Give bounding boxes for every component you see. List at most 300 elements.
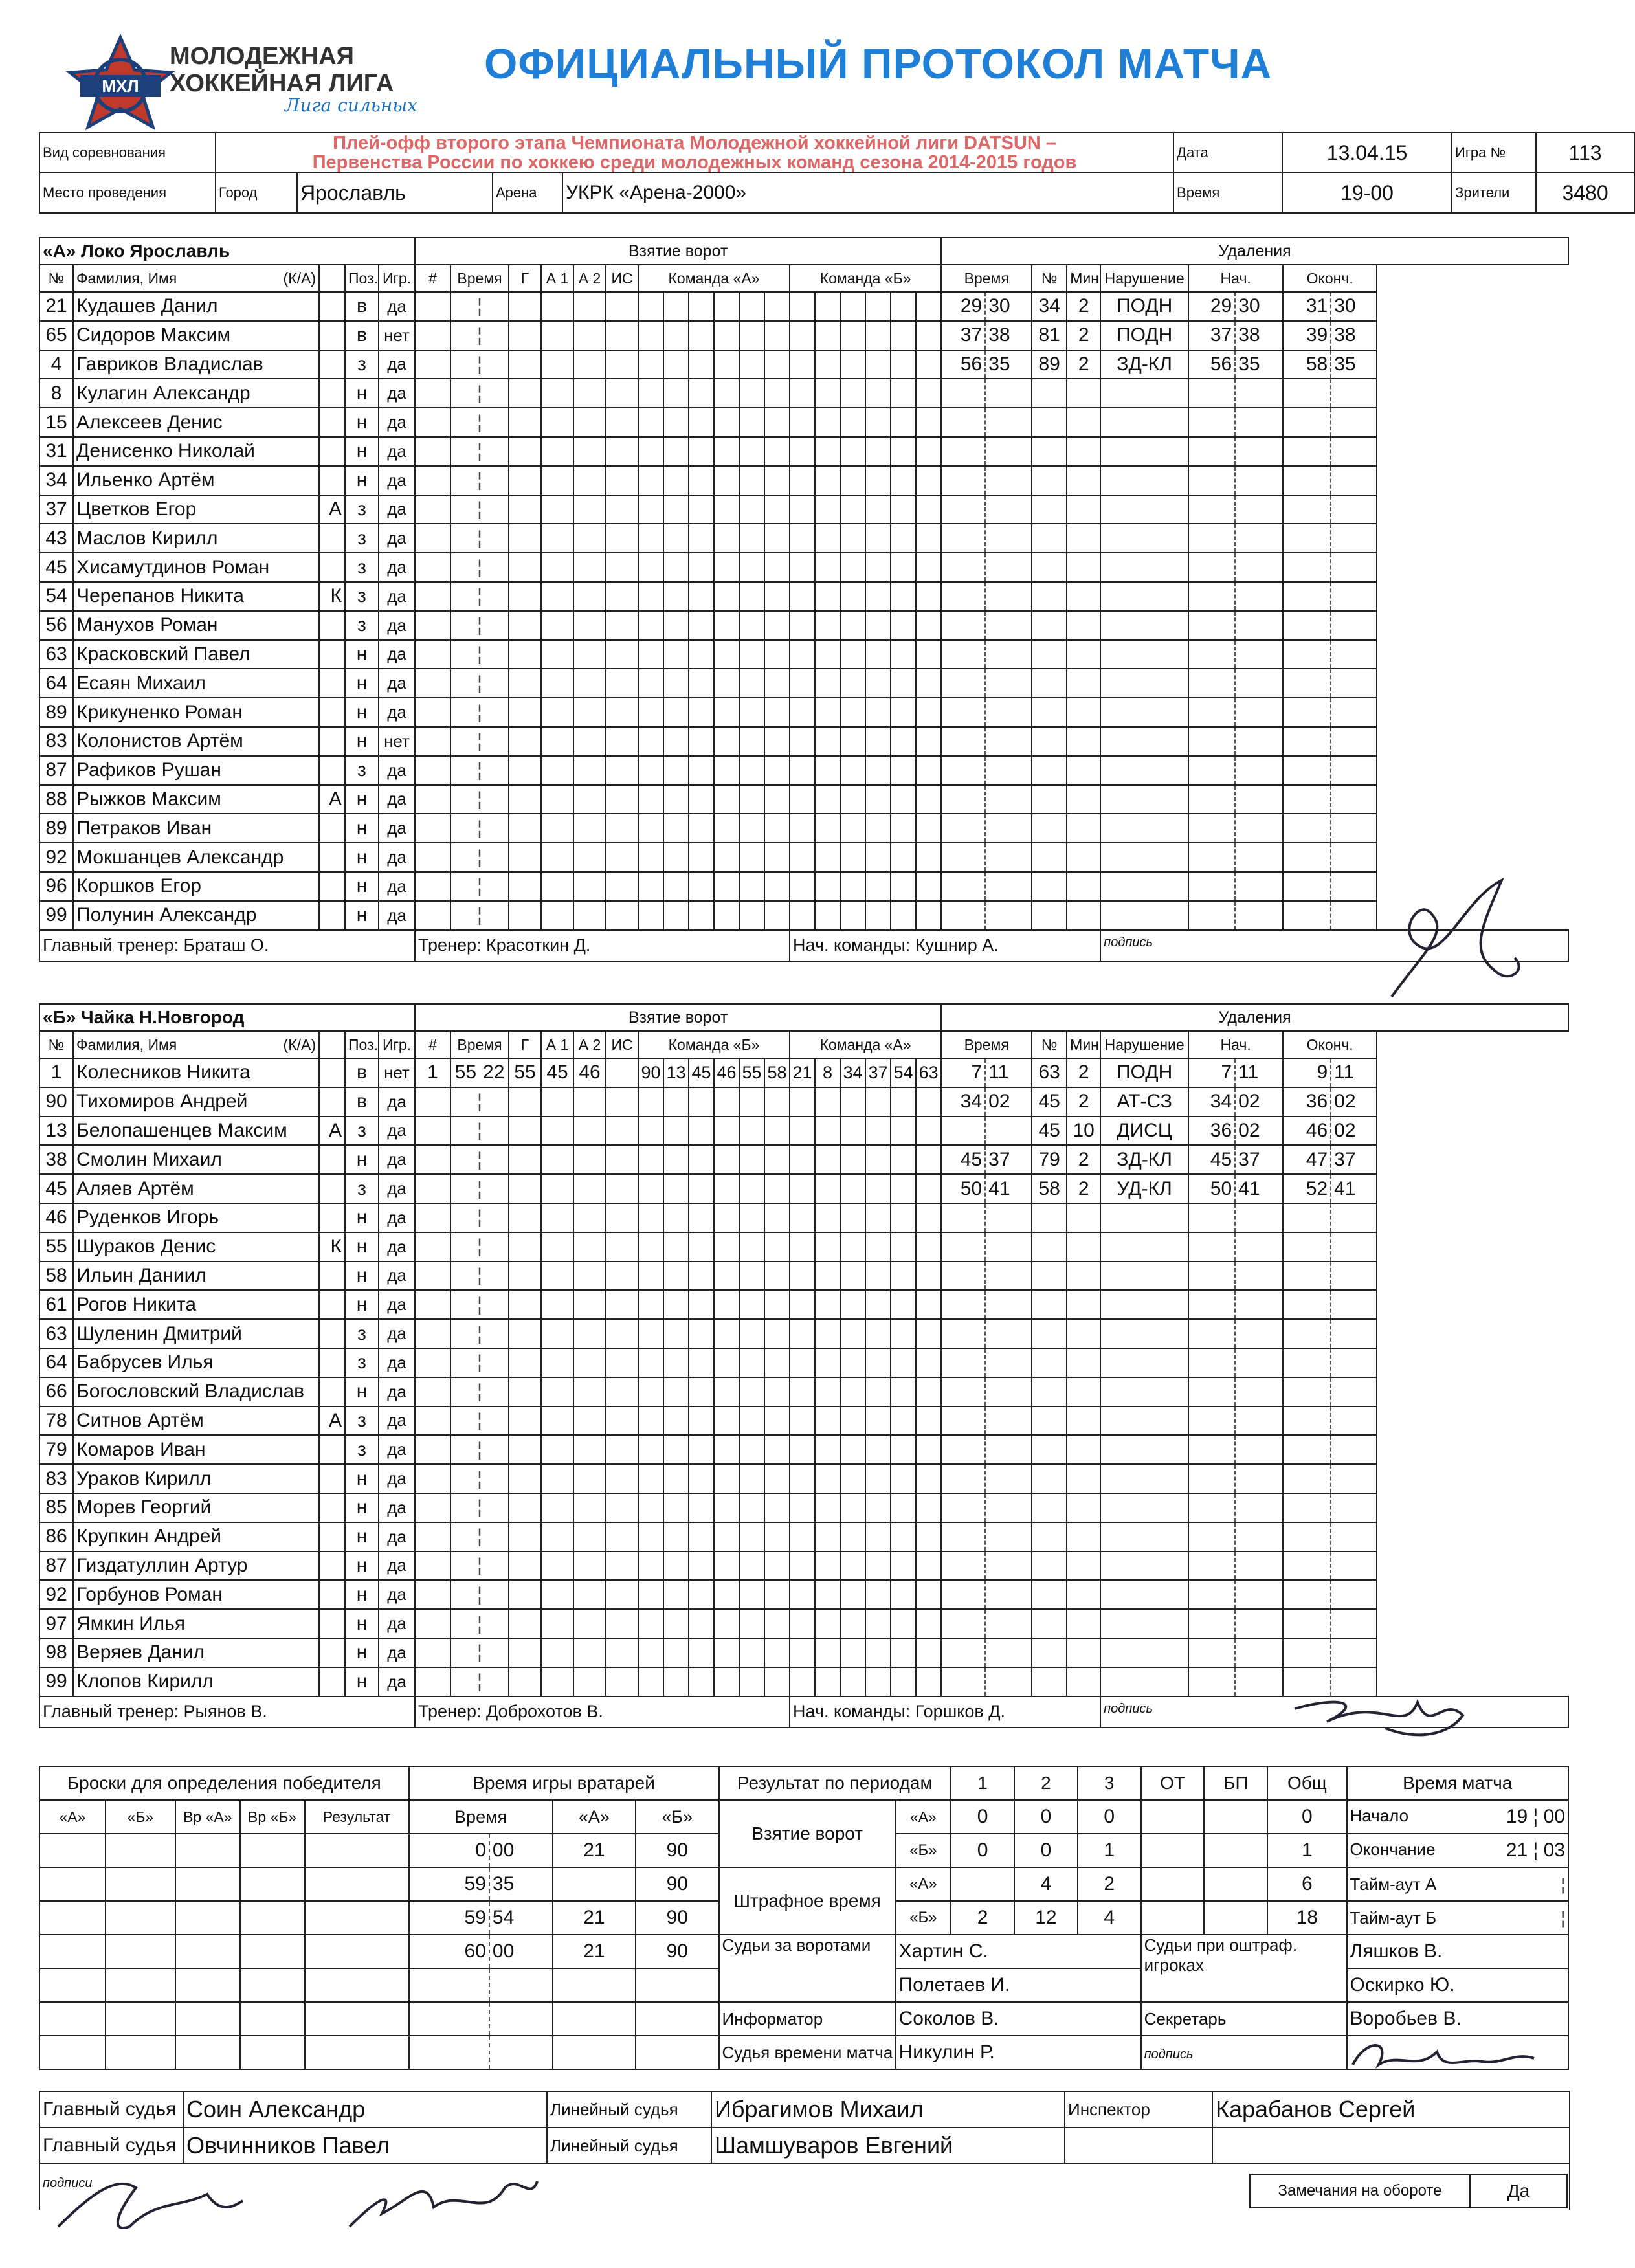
goal-g [509,843,541,872]
penalty-start-min [1188,1493,1235,1522]
penalty-end-min: 39 [1283,321,1331,350]
penalty-infraction [1100,1522,1188,1551]
on-ice-team-2-player [790,843,815,872]
shootout-cell [240,2002,305,2036]
shootout-cell [305,1935,409,1968]
on-ice-team-2-player [891,1667,916,1696]
penalty-time-sec [985,466,1032,495]
on-ice-team-1-player [739,1087,764,1117]
player-row [39,1638,1568,1667]
penalty-player-no [1032,1232,1067,1262]
on-ice-team-2-player [790,756,815,785]
penalty-end-sec [1331,785,1377,814]
player-number: 46 [39,1203,73,1232]
on-ice-team-2-player [865,1174,891,1203]
player-row [39,1145,1568,1174]
penalty-infraction [1100,785,1188,814]
penalty-time-min [941,669,985,698]
on-ice-team-2-player [916,437,941,466]
player-position: н [345,437,379,466]
penalty-time-min [941,1406,985,1436]
penalty-start-sec [1235,495,1283,524]
player-role [319,1435,345,1464]
penalty-player-no [1032,379,1067,408]
penalty-end-min [1283,843,1331,872]
on-ice-team-2-player: 8 [815,1058,840,1087]
on-ice-team-1-player [689,1493,714,1522]
goal-is [606,350,638,379]
on-ice-team-1-player [739,408,764,437]
player-row [39,1290,1568,1319]
on-ice-team-2-player [916,379,941,408]
competition-line2: Первенства России по хоккею среди молодежных команд сезона 2014-2015 годов [312,152,1077,173]
penalty-end-sec [1331,1493,1377,1522]
penalty-time-sec [985,843,1032,872]
penalty-infraction [1100,1203,1188,1232]
penalty-start-min [1188,582,1235,611]
penalty-time-sec [985,1203,1032,1232]
penalty-infraction: ЗД-КЛ [1100,350,1188,379]
empty-cell [1212,2128,1570,2164]
player-name: Кулагин Александр [73,379,319,408]
player-name: Черепанов Никита [73,582,319,611]
player-played: да [379,1580,415,1609]
penalty-time-sec [985,1609,1032,1638]
penalty-infraction [1100,1262,1188,1291]
goal-a1 [541,698,573,727]
on-ice-team-2-player [865,495,891,524]
penalty-time-sec [985,698,1032,727]
goal-a1 [541,756,573,785]
goal-number [415,321,450,350]
goal-g [509,1580,541,1609]
on-ice-team-1-player [739,1319,764,1348]
on-ice-team-1-player [638,1145,663,1174]
on-ice-team-1-player [638,611,663,640]
player-row [39,495,1568,524]
penalty-end-sec [1331,1464,1377,1493]
penalty-end-sec [1331,640,1377,669]
player-name: Коршков Егор [73,872,319,901]
secretary-signature [1346,2032,1540,2084]
on-ice-team-2-player [891,321,916,350]
goal-time: ¦ [450,1667,509,1696]
player-name: Ситнов Артём [73,1406,319,1436]
penalty-time-min [941,1609,985,1638]
goal-col: Г [509,265,541,292]
goal-a1 [541,872,573,901]
goal-time: ¦ [450,1174,509,1203]
on-ice-team-2-player [916,1406,941,1436]
on-ice-team-2-player [840,901,865,930]
penalty-start-min [1188,640,1235,669]
player-number: 79 [39,1435,73,1464]
penalty-player-no [1032,1377,1067,1406]
on-ice-team-2-player [840,640,865,669]
player-number: 63 [39,1319,73,1348]
penalty-start-min [1188,1667,1235,1696]
goal-col: А 2 [573,1031,606,1058]
penalty-start-sec [1235,1522,1283,1551]
penalty-start-min [1188,1638,1235,1667]
on-ice-team-1-player [689,408,714,437]
on-ice-team-2-player [891,1609,916,1638]
goal-a1 [541,1580,573,1609]
player-row [39,1377,1568,1406]
goal-col: Г [509,1031,541,1058]
on-ice-team-2-player [916,1232,941,1262]
penalty-minutes [1067,669,1100,698]
on-ice-team-1-player [764,1493,790,1522]
on-ice-team-1-player [663,1580,689,1609]
player-row [39,408,1568,437]
on-ice-team-1-player [638,1348,663,1377]
penalty-time-sec [985,1522,1032,1551]
penalty-player-no: 79 [1032,1145,1067,1174]
goal-is [606,437,638,466]
on-ice-team-1-player: 13 [663,1058,689,1087]
period-col: ОТ [1141,1766,1205,1800]
end-minute: 03 [1543,1840,1565,1861]
goalie-a: 21 [553,1901,636,1935]
goal-time: ¦ [450,321,509,350]
penalty-infraction [1100,1580,1188,1609]
on-ice-team-2-player [865,1087,891,1117]
on-ice-team-2-player [840,292,865,321]
league-logo [62,32,179,129]
on-ice-team-2-player [790,1203,815,1232]
penalty-player-no: 34 [1032,292,1067,321]
penalty-minutes [1067,698,1100,727]
player-row [39,640,1568,669]
player-position: н [345,1464,379,1493]
penalty-start-sec [1235,901,1283,930]
goal-time: ¦ [450,379,509,408]
on-ice-team-1-player [638,1262,663,1291]
penalty-time-min: 37 [941,321,985,350]
player-row [39,1464,1568,1493]
penalty-time-min [941,1667,985,1696]
penalty-player-no [1032,1319,1067,1348]
goal-number [415,1117,450,1146]
penalty-end-min [1283,756,1331,785]
competition-name [216,133,1173,173]
player-position: н [345,1262,379,1291]
on-ice-team-2-player [865,1609,891,1638]
on-ice-team-1-player [638,872,663,901]
on-ice-team-2-player [865,872,891,901]
on-ice-team-2-player [790,524,815,553]
on-ice-team-2-player [865,379,891,408]
player-name: Шураков Денис [73,1232,319,1262]
penalty-start-sec [1235,756,1283,785]
player-row [39,901,1568,930]
on-ice-team-1-player [663,1145,689,1174]
goal-col: # [415,1031,450,1058]
penalty-end-sec [1331,379,1377,408]
penalty-end-sec: 02 [1331,1117,1377,1146]
city-value: Ярославль [297,173,493,213]
goal-a1: 45 [541,1058,573,1087]
on-ice-team-1-player [714,1377,739,1406]
on-ice-team-2-player [891,814,916,843]
goal-time: ¦ [450,1232,509,1262]
on-ice-team-1-player [764,640,790,669]
on-ice-team-1-player [663,1348,689,1377]
penalty-time-min [941,524,985,553]
player-position: н [345,466,379,495]
goal-a2 [573,292,606,321]
on-ice-team-2-player [790,1087,815,1117]
goal-is [606,843,638,872]
on-ice-team-2-player [840,1551,865,1581]
on-ice-team-2-player [865,669,891,698]
on-ice-team-2-player [916,611,941,640]
on-ice-team-1-player [663,1203,689,1232]
penalty-end-min: 52 [1283,1174,1331,1203]
player-name: Бабрусев Илья [73,1348,319,1377]
player-role [319,1203,345,1232]
penalty-end-sec [1331,756,1377,785]
penalty-end-min [1283,524,1331,553]
shootout-col: Вр «А» [175,1800,240,1834]
on-ice-team-1-player [739,1493,764,1522]
shootout-col: «Б» [106,1800,175,1834]
penalty-start-min [1188,553,1235,582]
goal-g [509,582,541,611]
player-number: 56 [39,611,73,640]
penalty-player-no: 89 [1032,350,1067,379]
on-ice-team-1-player [638,1406,663,1436]
goalie-time-sec: 00 [489,1834,553,1867]
penalty-time-min [941,1580,985,1609]
penalty-infraction [1100,1319,1188,1348]
on-ice-team-1-player [638,640,663,669]
on-ice-team-2-player [815,785,840,814]
remarks-box [1249,2174,1568,2208]
on-ice-team-2-player [865,292,891,321]
player-position: н [345,1203,379,1232]
penalty-start-min [1188,901,1235,930]
on-ice-team-1-player [663,1551,689,1581]
on-ice-team-2-player [840,698,865,727]
on-ice-team-2-player [865,524,891,553]
player-position: в [345,1058,379,1087]
player-number: 88 [39,785,73,814]
penalty-end-min [1283,1232,1331,1262]
on-ice-team-2-player [790,1580,815,1609]
shootout-cell [305,1901,409,1935]
penalty-end-min [1283,901,1331,930]
goal-time [450,1058,509,1087]
goal-number [415,1348,450,1377]
on-ice-team-1-player [739,1551,764,1581]
on-ice-team-1-player [689,669,714,698]
on-ice-team-1-player [714,1262,739,1291]
on-ice-team-1-player [663,814,689,843]
on-ice-team-1-player [764,582,790,611]
on-ice-team-2-player [916,1522,941,1551]
player-position: з [345,524,379,553]
goal-number [415,1087,450,1117]
secretary-label: Секретарь [1141,2002,1347,2036]
penalty-player-no [1032,611,1067,640]
on-ice-team-2-player [815,1319,840,1348]
player-number: 89 [39,698,73,727]
player-position: з [345,553,379,582]
penalty-player-no: 45 [1032,1117,1067,1146]
on-ice-team-1-player [638,843,663,872]
penalty-start-sec [1235,524,1283,553]
on-ice-team-2-player [840,669,865,698]
penalty-time-min [941,408,985,437]
pen-col-infraction: Нарушение [1100,265,1188,292]
player-row [39,437,1568,466]
penalty-end-sec [1331,466,1377,495]
on-ice-team-2-player [865,1435,891,1464]
penalty-time-sec [985,1667,1032,1696]
goal-is [606,1203,638,1232]
penalty-minutes: 2 [1067,1145,1100,1174]
on-ice-team-1-player [739,1667,764,1696]
on-ice-team-1-player [764,1435,790,1464]
penalty-minutes [1067,901,1100,930]
on-ice-team-2-player [790,1522,815,1551]
on-ice-team-1-player: 46 [714,1058,739,1087]
on-ice-team-1-player [663,1290,689,1319]
goal-is [606,698,638,727]
goal-a2 [573,1319,606,1348]
penalty-start-sec [1235,669,1283,698]
penalty-infraction: АТ-СЗ [1100,1087,1188,1117]
on-ice-team-2-player [916,843,941,872]
penalty-judges-label: Судьи при оштраф. игроках [1141,1935,1347,2002]
on-ice-team-1-player [663,1609,689,1638]
on-ice-team-1-player [764,1551,790,1581]
on-ice-team-2-player [865,1522,891,1551]
goal-a2 [573,669,606,698]
player-row [39,524,1568,553]
goal-a2 [573,1638,606,1667]
player-played: да [379,350,415,379]
shootout-cell [305,1834,409,1867]
goalie-time-sec: 00 [489,1935,553,1968]
penalty-start-sec [1235,1493,1283,1522]
col-spacer [319,1031,345,1058]
player-name: Горбунов Роман [73,1580,319,1609]
on-ice-team-1-player [638,1435,663,1464]
player-number: 43 [39,524,73,553]
goalie-a [553,2036,636,2069]
player-row [39,1406,1568,1436]
on-ice-team-2-player [891,1435,916,1464]
on-ice-team-2-player [815,727,840,756]
on-ice-team-1-player [739,379,764,408]
player-position: н [345,379,379,408]
on-ice-team-1-player [764,437,790,466]
penalty-start-sec [1235,785,1283,814]
penalty-minutes [1067,553,1100,582]
remarks-label: Замечания на обороте [1250,2174,1470,2208]
on-ice-team-1-player [739,466,764,495]
player-role [319,350,345,379]
secretary-sign-label-cell [1141,2036,1347,2069]
penalty-minutes [1067,1406,1100,1436]
goal-a1 [541,1232,573,1262]
penalty-player-no [1032,1262,1067,1291]
secretary: Воробьев В. [1347,2002,1568,2036]
on-ice-team-1-player [714,408,739,437]
on-ice-team-2-player [891,1551,916,1581]
player-name: Колонистов Артём [73,727,319,756]
timekeeper-label: Судья времени матча [719,2036,896,2069]
player-number: 38 [39,1145,73,1174]
penalty-time-sec [985,785,1032,814]
on-ice-team-2-player [790,1145,815,1174]
penalty-start-sec [1235,640,1283,669]
goal-is [606,321,638,350]
on-ice-team-2-player [916,553,941,582]
penalty-player-no: 58 [1032,1174,1067,1203]
player-played: да [379,640,415,669]
shootout-cell [175,2002,240,2036]
penalty-end-sec [1331,524,1377,553]
on-ice-team-1-player [714,350,739,379]
goal-time: ¦ [450,582,509,611]
penalty-minutes [1067,408,1100,437]
goal-is [606,524,638,553]
on-ice-team-1-player [739,901,764,930]
time-value: 19-00 [1282,173,1452,213]
on-ice-team-1-player [739,785,764,814]
penalty-infraction [1100,1435,1188,1464]
penalty-end-min [1283,1290,1331,1319]
goal-is [606,872,638,901]
penalty-start-min [1188,495,1235,524]
goal-is [606,756,638,785]
on-ice-team-1-player [714,1406,739,1436]
on-ice-team-2-player [891,437,916,466]
penalty-end-sec [1331,843,1377,872]
goal-number [415,698,450,727]
on-ice-team-1-player [689,437,714,466]
penalty-time-min [941,379,985,408]
penalty-player-no [1032,524,1067,553]
goal-a2 [573,1464,606,1493]
penalty-player-no [1032,785,1067,814]
on-ice-team-2-player [891,1638,916,1667]
on-ice-team-2-player [815,553,840,582]
penalty-player-no [1032,495,1067,524]
on-ice-team-2-player [815,1117,840,1146]
goalie-time-sec: 54 [489,1901,553,1935]
on-ice-team-1-player [638,727,663,756]
on-ice-team-2-player [891,1464,916,1493]
player-name: Ильин Даниил [73,1262,319,1291]
shootout-cell [240,1901,305,1935]
shootout-col: Вр «Б» [240,1800,305,1834]
on-ice-team-1-player [663,1667,689,1696]
penalty-start-min: 34 [1188,1087,1235,1117]
goal-a1 [541,727,573,756]
goal-a1 [541,901,573,930]
player-position: з [345,1117,379,1146]
penalty-end-min [1283,814,1331,843]
penalty-player-no [1032,1609,1067,1638]
on-ice-team-1-player [714,1464,739,1493]
goal-a1 [541,1348,573,1377]
goalie-b: 90 [636,1834,718,1867]
